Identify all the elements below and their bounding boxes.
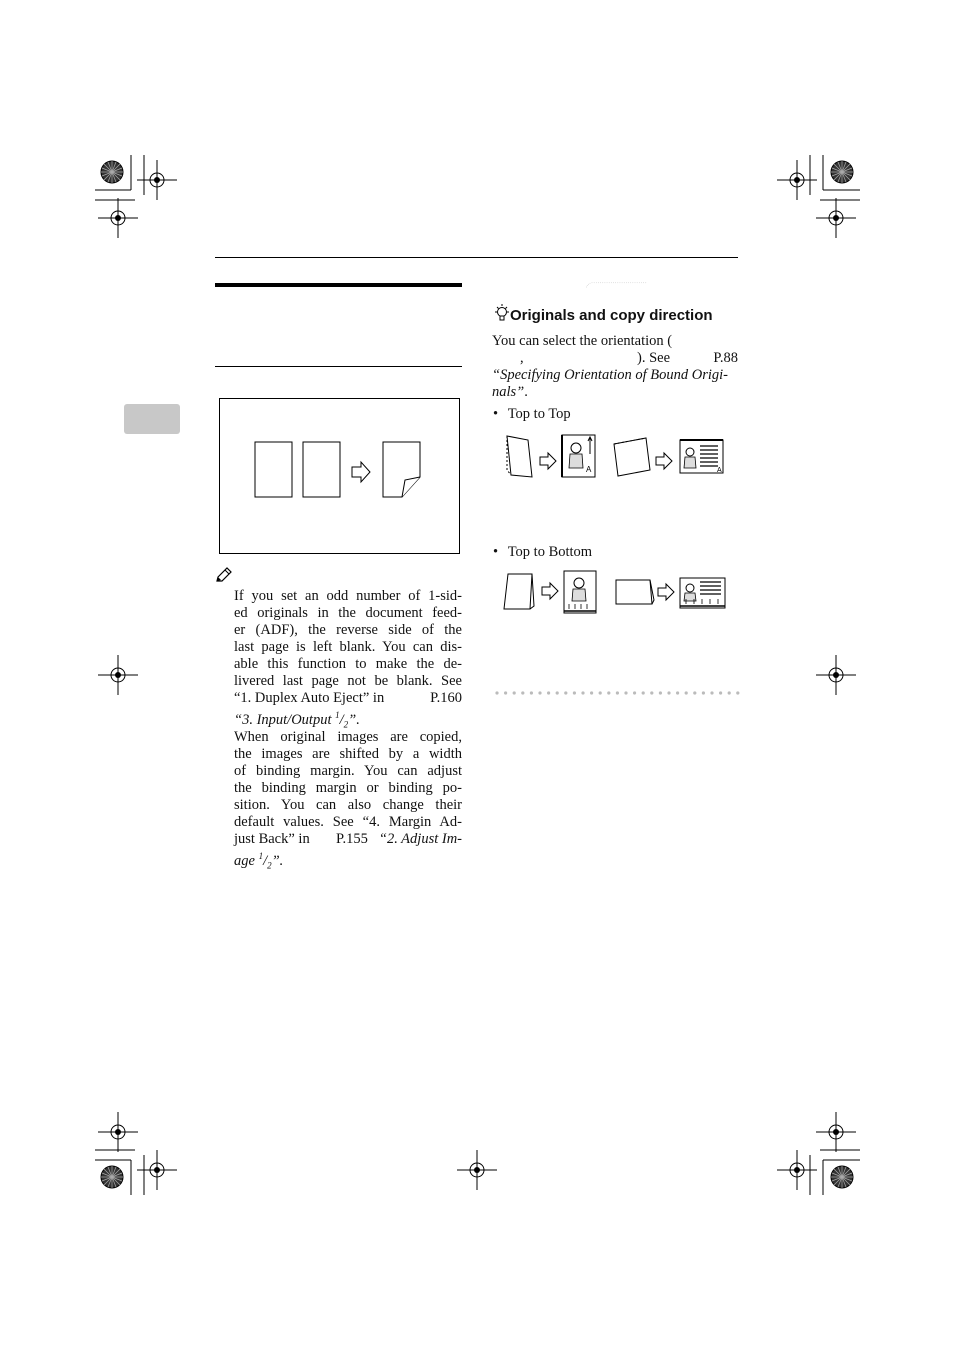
reference-line: [234, 848, 462, 871]
text-line: ed originals in the document feed-: [234, 605, 462, 621]
text-line: ). See: [637, 350, 671, 366]
tip-title: Originals and copy direction: [510, 307, 713, 324]
ref-text: age: [234, 852, 259, 869]
tip-top-border: [492, 282, 740, 288]
text-line: the images are shifted by a width: [234, 746, 462, 762]
text-line: default values. See “4. Margin Ad-: [234, 814, 462, 830]
chapter-tab: [124, 404, 180, 434]
ref-text: “3. Input/Output: [234, 711, 336, 728]
ref-slash: /: [263, 852, 268, 869]
ref-text: nals”: [492, 384, 525, 400]
text-line: “1. Duplex Auto Eject” in: [234, 690, 385, 706]
text-line: just Back” in: [234, 831, 310, 847]
svg-text:A: A: [586, 465, 592, 474]
page-ref: P.160: [430, 690, 462, 706]
ref-end: ”.: [271, 852, 284, 869]
note-paragraph-1: [234, 588, 462, 730]
page-ref: P.88: [713, 350, 738, 366]
tip-bottom-border: [494, 690, 740, 696]
bullet-glyph: •: [493, 406, 499, 422]
text-line: sition. You can also change their: [234, 797, 462, 813]
header-rule: [215, 257, 738, 258]
section-top-rule: [215, 283, 462, 287]
text-line: livered last page not be blank. See: [234, 673, 462, 689]
note-paragraph-2: [234, 729, 462, 871]
text-line: able this function to make the de-: [234, 656, 462, 672]
text-line: ,: [520, 350, 524, 366]
ref-text: “2. Adjust Im-: [378, 831, 462, 847]
bullet-glyph: •: [493, 544, 499, 560]
text-line: You can select the orientation (: [492, 333, 673, 349]
text-line: of binding margin. You can adjust: [234, 763, 462, 779]
bullet-top-to-bottom: [493, 544, 592, 561]
lightbulb-icon: [493, 303, 511, 323]
text-line: last page is left blank. You can dis-: [234, 639, 462, 655]
duplex-diagram: [219, 398, 460, 554]
reference-line: [492, 384, 738, 401]
ref-sup: 1: [335, 710, 340, 720]
reference-line: [234, 707, 462, 730]
section-bottom-rule: [215, 366, 462, 367]
ref-slash: /: [339, 711, 344, 728]
ref-sub: 2: [267, 860, 272, 871]
bullet-label: Top to Top: [507, 406, 571, 422]
text-line: the binding margin or binding po-: [234, 780, 462, 796]
pencil-icon: [215, 567, 233, 583]
top-to-top-illustration: [500, 430, 735, 482]
svg-text:A: A: [717, 467, 722, 474]
right-arrow-icon: [352, 462, 370, 482]
text-line: When original images are copied,: [234, 729, 462, 745]
page-icon: [383, 442, 420, 497]
text-line: er (ADF), the reverse side of the: [234, 622, 462, 638]
bullet-top-to-top: [493, 406, 571, 423]
ref-sub: 2: [343, 719, 349, 730]
page-ref: P.155: [336, 831, 368, 847]
ref-end: ”.: [348, 711, 360, 728]
bullet-label: Top to Bottom: [507, 544, 593, 560]
ref-end: .: [524, 384, 528, 400]
tip-intro: [492, 333, 738, 401]
text-line: If you set an odd number of 1-sid-: [234, 588, 462, 604]
top-to-bottom-illustration: [500, 568, 735, 618]
reference-line: “Specifying Orientation of Bound Origi-: [492, 367, 729, 383]
ref-sup: 1: [258, 851, 264, 861]
